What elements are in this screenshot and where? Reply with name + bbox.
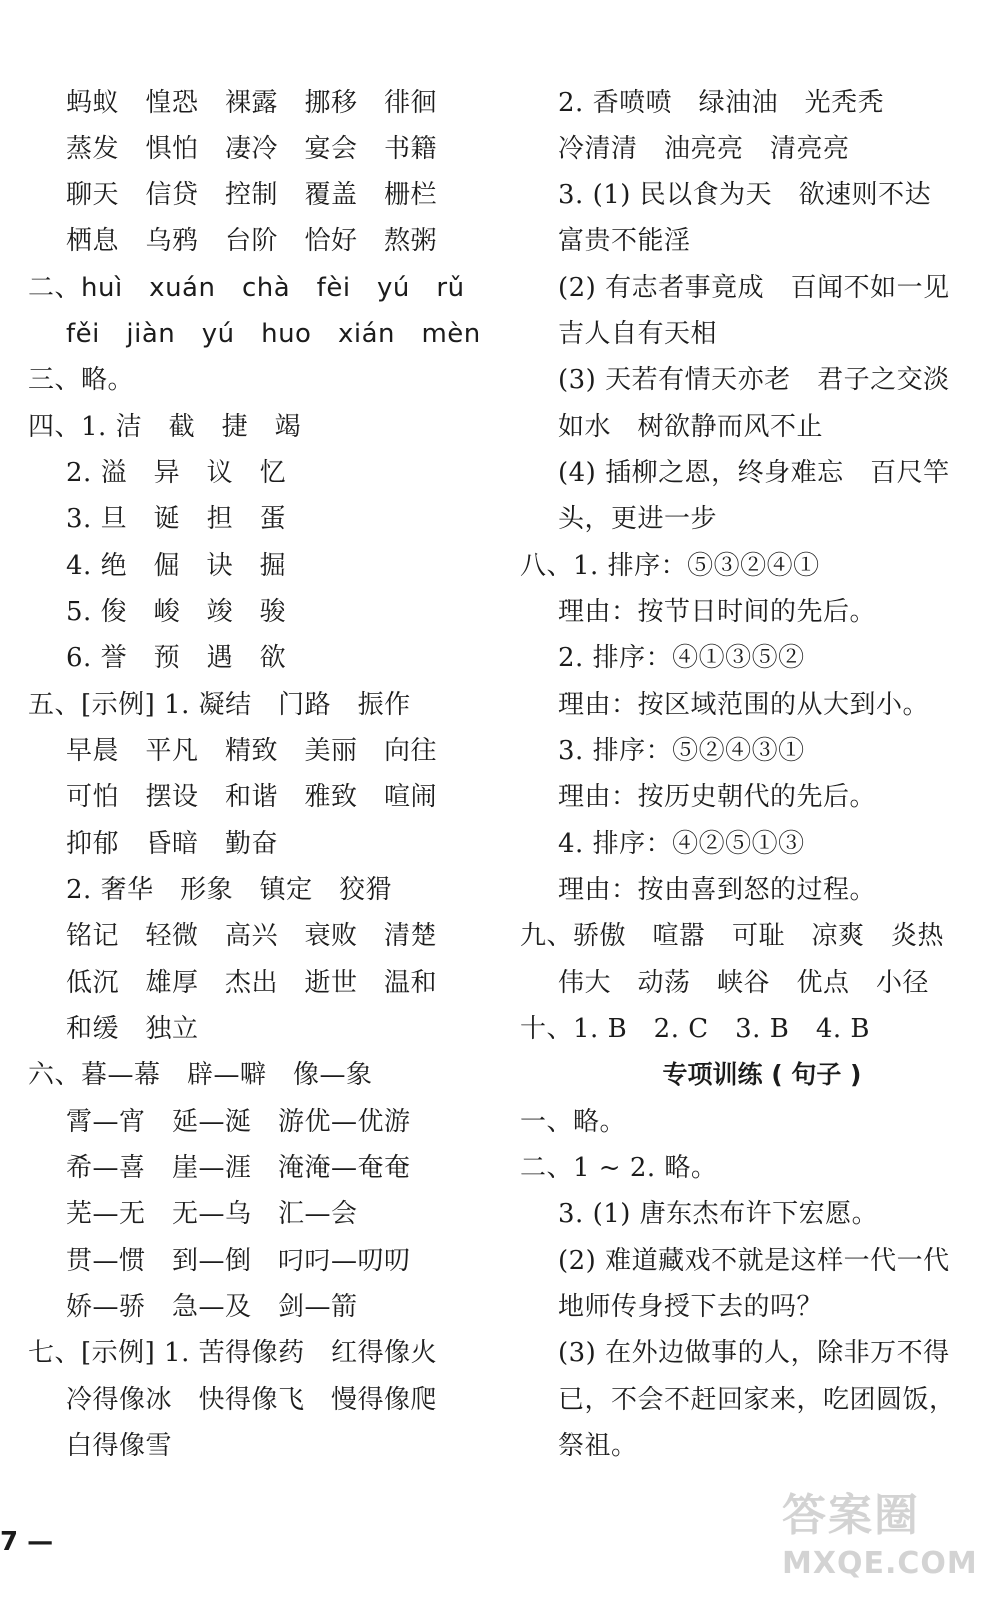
answer-line: 3. (1) 民以食为天 欲速则不达 <box>558 180 932 210</box>
answer-line: 霄—宵 延—涎 游优—优游 <box>66 1107 411 1137</box>
answer-line: 吉人自有天相 <box>558 319 718 349</box>
answer-line: 3. 排序：⑤②④③① <box>558 736 805 766</box>
section-four: 四、1. 洁 截 捷 竭 <box>28 412 302 442</box>
section-six: 六、暮—幕 辟—噼 像—象 <box>28 1060 373 1090</box>
answer-line: 理由：按节日时间的先后。 <box>558 597 877 627</box>
answer-line: 2. 香喷喷 绿油油 光秃秃 <box>558 88 885 118</box>
answer-line: 芜—无 无—乌 汇—会 <box>66 1199 358 1229</box>
section-eight: 八、1. 排序：⑤③②④① <box>520 551 820 581</box>
answer-line: 5. 俊 峻 竣 骏 <box>66 597 287 627</box>
answer-line: fěi jiàn yú huo xián mèn <box>66 319 481 349</box>
watermark-logo-text: 答案圈 <box>782 1490 920 1541</box>
watermark-url: MXQE.COM <box>782 1546 978 1581</box>
answer-line: 6. 誉 预 遇 欲 <box>66 643 287 673</box>
answer-line: 抑郁 昏暗 勤奋 <box>66 829 279 859</box>
answer-line: 头，更进一步 <box>558 504 718 534</box>
answer-line: 地师传身授下去的吗？ <box>558 1292 824 1322</box>
section-nine: 九、骄傲 喧嚣 可耻 凉爽 炎热 <box>520 921 945 951</box>
answer-line: 蚂蚁 惶恐 裸露 挪移 徘徊 <box>66 88 438 118</box>
answer-line: 理由：按由喜到怒的过程。 <box>558 875 877 905</box>
section-two: 二、1 ~ 2. 略。 <box>520 1153 718 1183</box>
answer-line: 聊天 信贷 控制 覆盖 栅栏 <box>66 180 438 210</box>
answer-line: (3) 在外边做事的人，除非万不得 <box>558 1338 950 1368</box>
answer-line: 希—喜 崖—涯 淹淹—奄奄 <box>66 1153 411 1183</box>
answer-line: (2) 难道藏戏不就是这样一代一代 <box>558 1246 950 1276</box>
section-one: 一、略。 <box>520 1107 627 1137</box>
answer-line: 3. 旦 诞 担 蛋 <box>66 504 287 534</box>
answer-line: 4. 排序：④②⑤①③ <box>558 829 805 859</box>
answer-line: 白得像雪 <box>66 1431 173 1461</box>
section-heading: 专项训练 ( 句子 ) <box>662 1060 862 1089</box>
answer-line: 富贵不能淫 <box>558 226 691 256</box>
answer-line: 早晨 平凡 精致 美丽 向往 <box>66 736 438 766</box>
answer-line: 3. (1) 唐东杰布许下宏愿。 <box>558 1199 879 1229</box>
answer-line: (3) 天若有情天亦老 君子之交淡 <box>558 365 950 395</box>
answer-line: 冷清清 油亮亮 清亮亮 <box>558 134 850 164</box>
answer-line: 2. 排序：④①③⑤② <box>558 643 805 673</box>
answer-line: 低沉 雄厚 杰出 逝世 温和 <box>66 968 438 998</box>
section-ten: 十、1. B 2. C 3. B 4. B <box>520 1014 870 1044</box>
section-five: 五、[示例] 1. 凝结 门路 振作 <box>28 690 411 720</box>
answer-line: 如水 树欲静而风不止 <box>558 412 824 442</box>
answer-line: 2. 奢华 形象 镇定 狡猾 <box>66 875 393 905</box>
answer-line: 祭祖。 <box>558 1431 638 1461</box>
answer-line: 铭记 轻微 高兴 衰败 清楚 <box>66 921 438 951</box>
answer-line: 4. 绝 倔 诀 掘 <box>66 551 287 581</box>
answer-line: (4) 插柳之恩，终身难忘 百尺竿 <box>558 458 950 488</box>
answer-line: 和缓 独立 <box>66 1014 199 1044</box>
answer-line: 伟大 动荡 峡谷 优点 小径 <box>558 968 930 998</box>
section-seven: 七、[示例] 1. 苦得像药 红得像火 <box>28 1338 438 1368</box>
answer-line: 娇—骄 急—及 剑—箭 <box>66 1292 358 1322</box>
answer-line: (2) 有志者事竟成 百闻不如一见 <box>558 273 950 303</box>
answer-line: 冷得像冰 快得像飞 慢得像爬 <box>66 1385 438 1415</box>
answer-line: 贯—惯 到—倒 叼叼—叨叨 <box>66 1246 411 1276</box>
answer-line: 蒸发 惧怕 凄冷 宴会 书籍 <box>66 134 438 164</box>
answer-line: 可怕 摆设 和谐 雅致 喧闹 <box>66 782 438 812</box>
section-two-pinyin: 二、huì xuán chà fèi yú rǔ <box>28 273 465 303</box>
answer-line: 理由：按区域范围的从大到小。 <box>558 690 930 720</box>
answer-line: 2. 溢 异 议 忆 <box>66 458 287 488</box>
answer-line: 理由：按历史朝代的先后。 <box>558 782 877 812</box>
section-three: 三、略。 <box>28 365 135 395</box>
page-number: 7 — <box>0 1527 54 1557</box>
watermark-logo <box>782 1488 982 1596</box>
answer-line: 栖息 乌鸦 台阶 恰好 熬粥 <box>66 226 438 256</box>
answer-line: 已，不会不赶回家来，吃团圆饭， <box>558 1385 956 1415</box>
